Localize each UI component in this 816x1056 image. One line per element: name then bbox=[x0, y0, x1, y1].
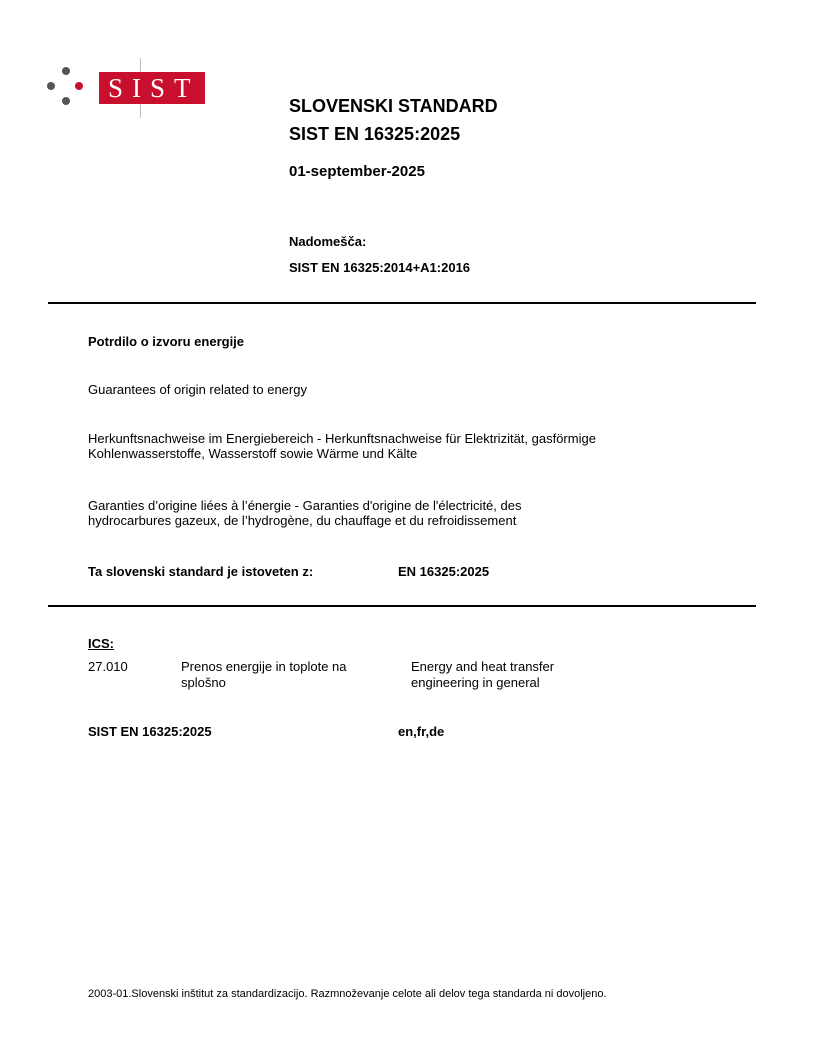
sist-logo-dots bbox=[46, 66, 94, 110]
publication-date: 01-september-2025 bbox=[289, 163, 425, 180]
divider-top bbox=[48, 302, 756, 304]
replaces-value: SIST EN 16325:2014+A1:2016 bbox=[289, 260, 471, 275]
divider-bottom bbox=[48, 605, 756, 607]
title-slovenian: Potrdilo o izvoru energije bbox=[88, 334, 245, 349]
ics-description-en-line2: engineering in general bbox=[411, 675, 540, 690]
languages: en,fr,de bbox=[398, 724, 445, 739]
title-french-line1: Garanties d’origine liées à l’énergie - Garanties d'origine de l'électricité, des bbox=[88, 498, 522, 513]
sist-logo: SIST bbox=[99, 72, 205, 104]
standard-reference: SIST EN 16325:2025 bbox=[88, 724, 212, 739]
ics-description-sl-line1: Prenos energije in toplote na bbox=[181, 659, 347, 674]
copyright-footer: 2003-01.Slovenski inštitut za standardizacijo. Razmnoževanje celote ali delov tega standarda ni dovoljeno. bbox=[88, 988, 607, 1000]
identical-label: Ta slovenski standard je istoveten z: bbox=[88, 564, 314, 579]
standard-type-heading: SLOVENSKI STANDARD bbox=[289, 96, 498, 116]
title-german-line1: Herkunftsnachweise im Energiebereich - Herkunftsnachweise für Elektrizität, gasförmige bbox=[88, 431, 596, 446]
identical-value: EN 16325:2025 bbox=[398, 564, 490, 579]
ics-code: 27.010 bbox=[88, 659, 128, 674]
title-french-line2: hydrocarbures gazeux, de l’hydrogène, du chauffage et du refroidissement bbox=[88, 513, 517, 528]
title-english: Guarantees of origin related to energy bbox=[88, 382, 307, 397]
ics-description-en-line1: Energy and heat transfer bbox=[411, 659, 555, 674]
ics-description-sl-line2: splošno bbox=[181, 675, 226, 690]
ics-label: ICS: bbox=[88, 636, 114, 651]
replaces-label: Nadomešča: bbox=[289, 234, 367, 249]
standard-number-heading: SIST EN 16325:2025 bbox=[289, 124, 461, 144]
title-german-line2: Kohlenwasserstoffe, Wasserstoff sowie Wärme und Kälte bbox=[88, 446, 418, 461]
